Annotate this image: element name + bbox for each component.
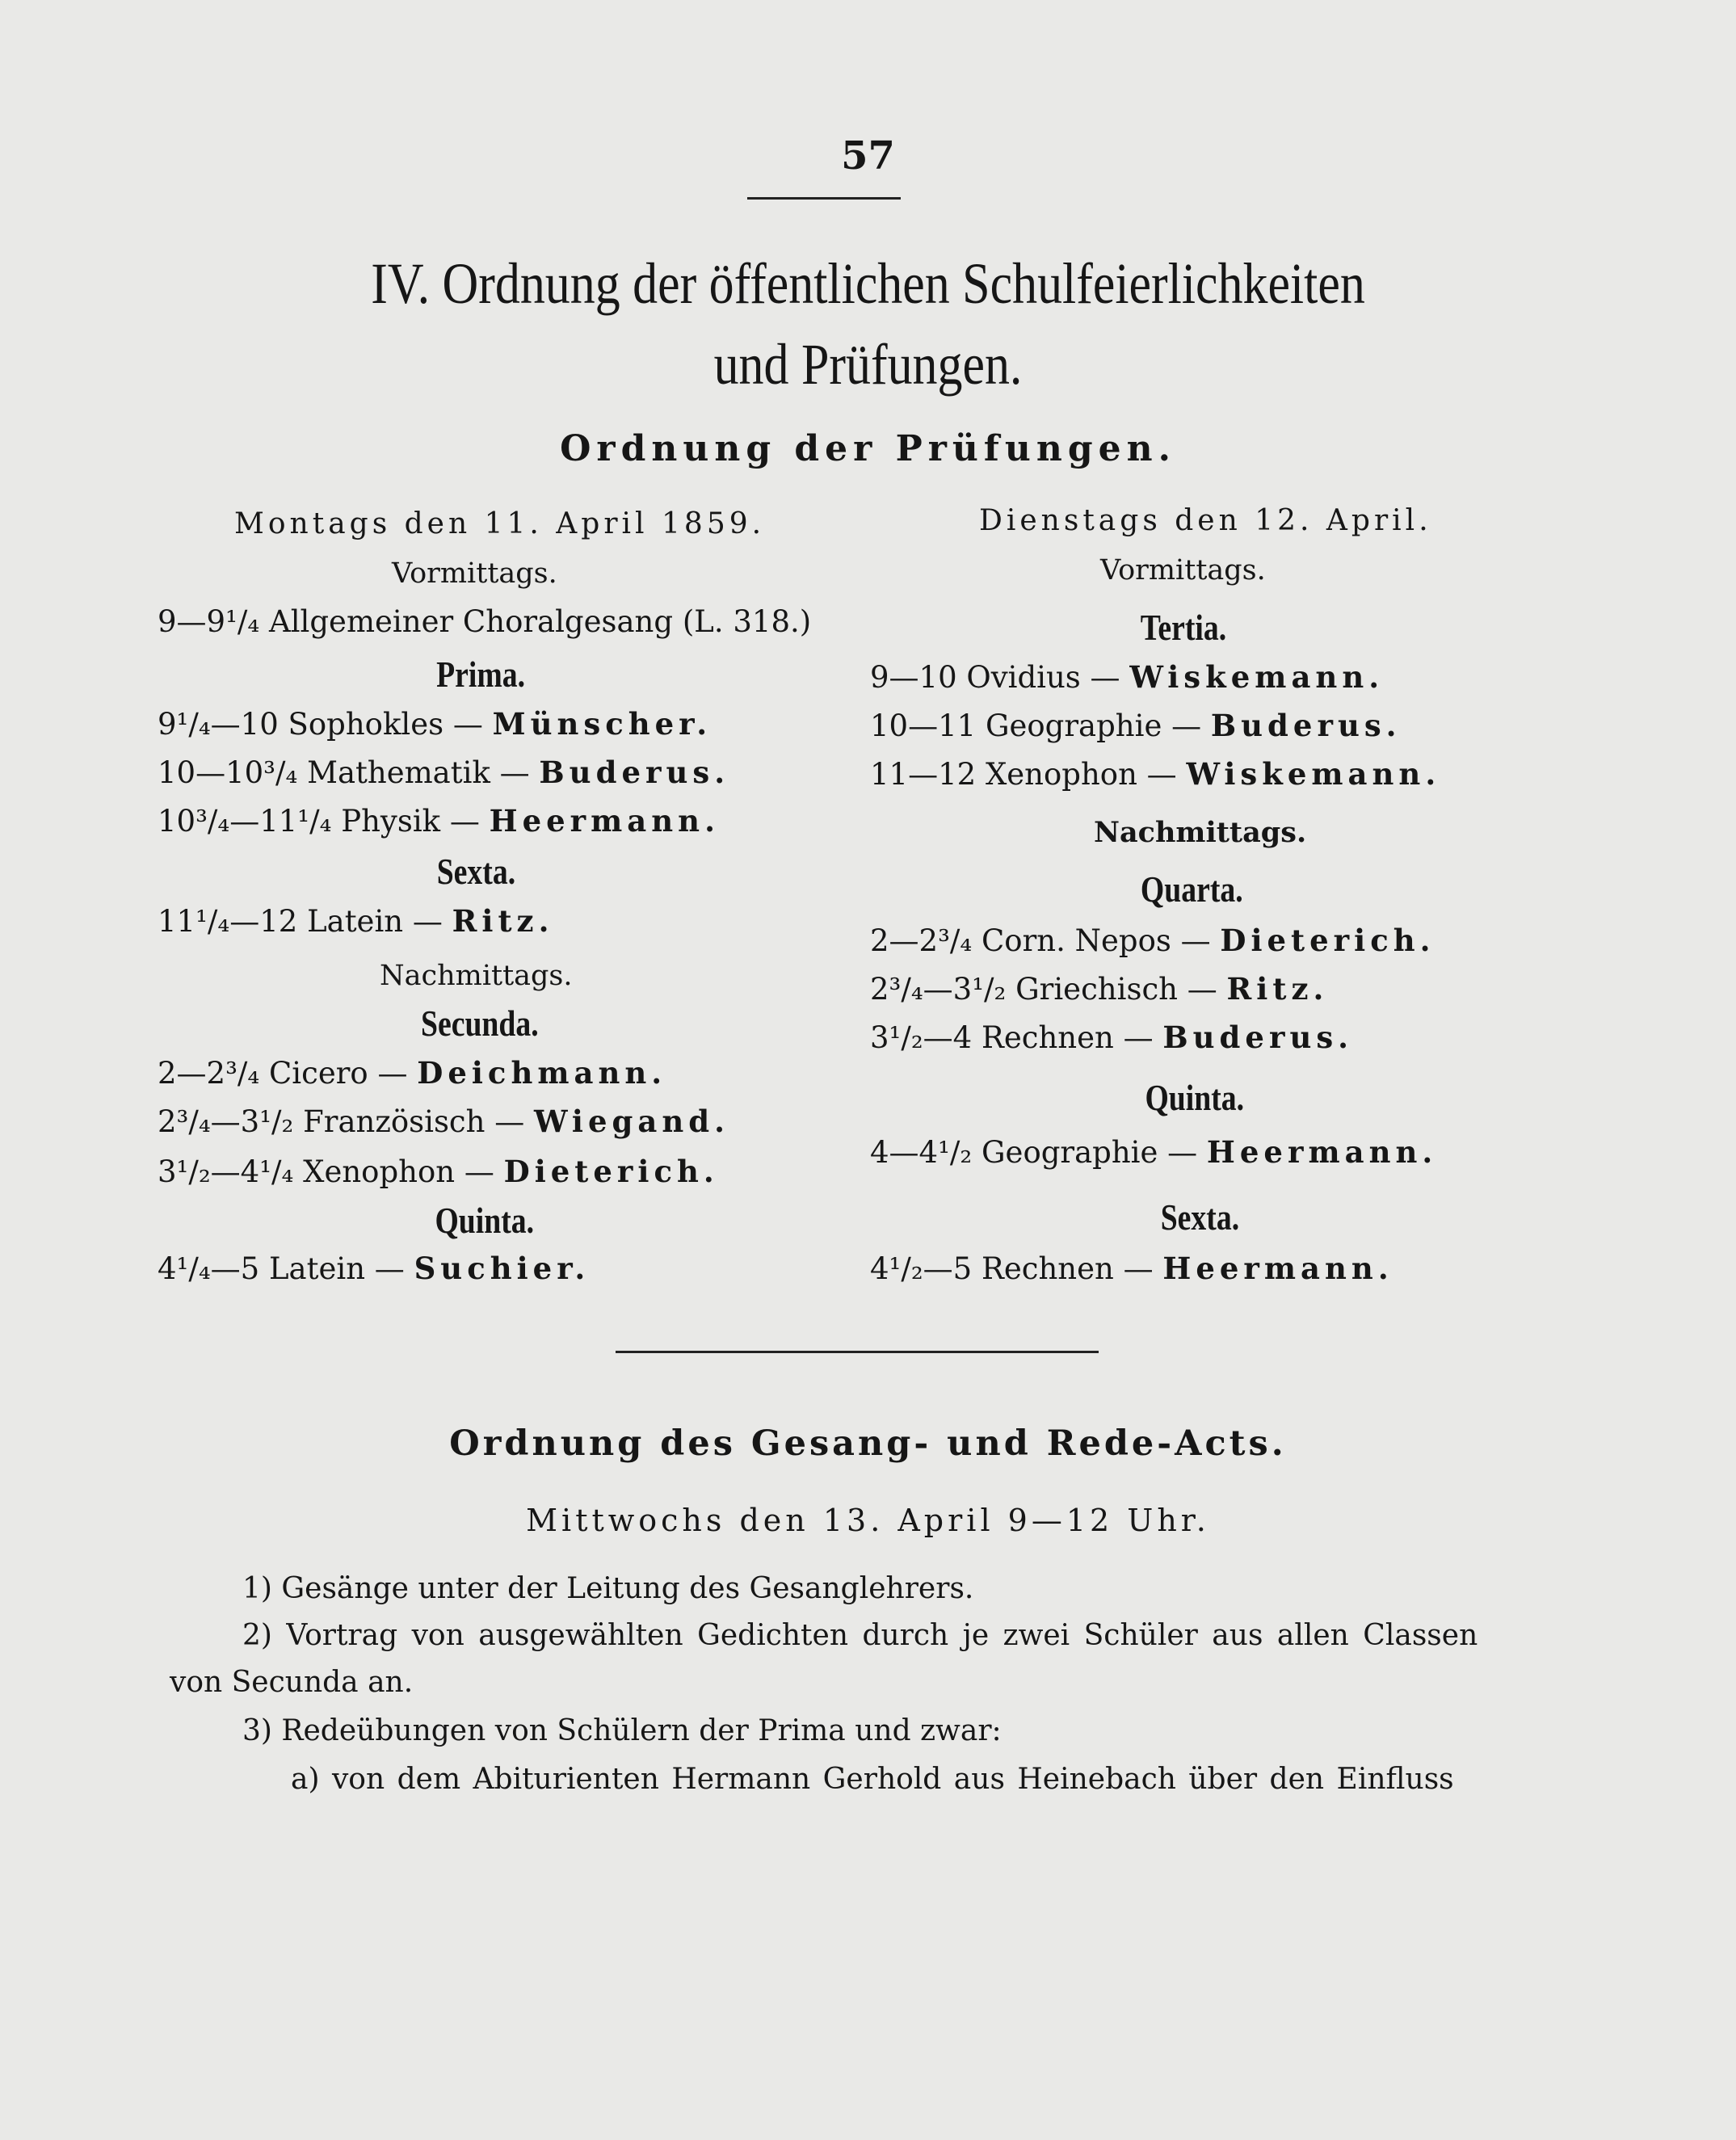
tertia-label: Tertia. [1140, 607, 1227, 648]
act-item-2: 2) Vortrag von ausgewählten Gedichten durch je zwei Schüler aus allen Classen [242, 1619, 1478, 1652]
act-item-3: 3) Redeübungen von Schülern der Prima und zwar: [242, 1714, 1002, 1747]
choral-row: 9—9¹/₄ Allgemeiner Choralgesang (L. 318.) [158, 604, 812, 639]
table-row: 3¹/₂—4¹/₄ Xenophon — Dieterich. [158, 1154, 719, 1189]
table-row: 9—10 Ovidius — Wiskemann. [870, 659, 1385, 695]
act-date: Mittwochs den 13. April 9—12 Uhr. [526, 1503, 1210, 1538]
act-item-1: 1) Gesänge unter der Leitung des Gesanglehrers. [242, 1572, 974, 1605]
table-row: 2—2³/₄ Cicero — Deichmann. [158, 1055, 667, 1091]
tuesday-morning-label: Vormittags. [1100, 554, 1266, 587]
table-row: 4—4¹/₂ Geographie — Heermann. [870, 1134, 1438, 1170]
tuesday-afternoon-label: Nachmittags. [1094, 816, 1307, 849]
monday-afternoon-label: Nachmittags. [380, 960, 573, 992]
table-row: 4¹/₂—5 Rechnen — Heermann. [870, 1251, 1393, 1286]
table-row: 10³/₄—11¹/₄ Physik — Heermann. [158, 803, 720, 839]
table-row: 4¹/₄—5 Latein — Suchier. [158, 1251, 591, 1286]
page-number: 57 [841, 133, 895, 179]
quinta-label: Quinta. [435, 1200, 535, 1241]
table-row: 2³/₄—3¹/₂ Französisch — Wiegand. [158, 1104, 730, 1139]
table-row: 11¹/₄—12 Latein — Ritz. [158, 903, 554, 939]
quinta-label-tuesday: Quinta. [1145, 1077, 1245, 1118]
monday-date: Montags den 11. April 1859. [234, 507, 766, 540]
tuesday-date: Dienstags den 12. April. [979, 504, 1432, 537]
table-row: 10—11 Geographie — Buderus. [870, 708, 1402, 743]
sexta-label: Sexta. [436, 851, 516, 892]
section-title-line1: IV. Ordnung der öffentlichen Schulfeierlichkeiten [371, 251, 1365, 316]
monday-morning-label: Vormittags. [392, 557, 557, 590]
table-row: 2—2³/₄ Corn. Nepos — Dieterich. [870, 923, 1435, 958]
prima-label: Prima. [436, 654, 526, 695]
page-number-rule [747, 197, 901, 200]
table-row: 2³/₄—3¹/₂ Griechisch — Ritz. [870, 971, 1329, 1007]
act-item-2-cont: von Secunda an. [170, 1666, 414, 1699]
quarta-label: Quarta. [1140, 868, 1243, 910]
act-heading: Ordnung des Gesang- und Rede-Acts. [449, 1423, 1287, 1464]
table-row: 3¹/₂—4 Rechnen — Buderus. [870, 1020, 1354, 1055]
sexta-label-tuesday: Sexta. [1160, 1196, 1240, 1238]
secunda-label: Secunda. [420, 1003, 539, 1044]
section-divider [616, 1351, 1099, 1353]
exams-heading: Ordnung der Prüfungen. [560, 428, 1176, 469]
table-row: 11—12 Xenophon — Wiskemann. [870, 756, 1441, 792]
section-title-line2: und Prüfungen. [713, 332, 1023, 397]
table-row: 10—10³/₄ Mathematik — Buderus. [158, 755, 730, 790]
act-item-3a: a) von dem Abiturienten Hermann Gerhold aus Heinebach über den Einfluss [291, 1763, 1454, 1796]
table-row: 9¹/₄—10 Sophokles — Münscher. [158, 706, 712, 742]
